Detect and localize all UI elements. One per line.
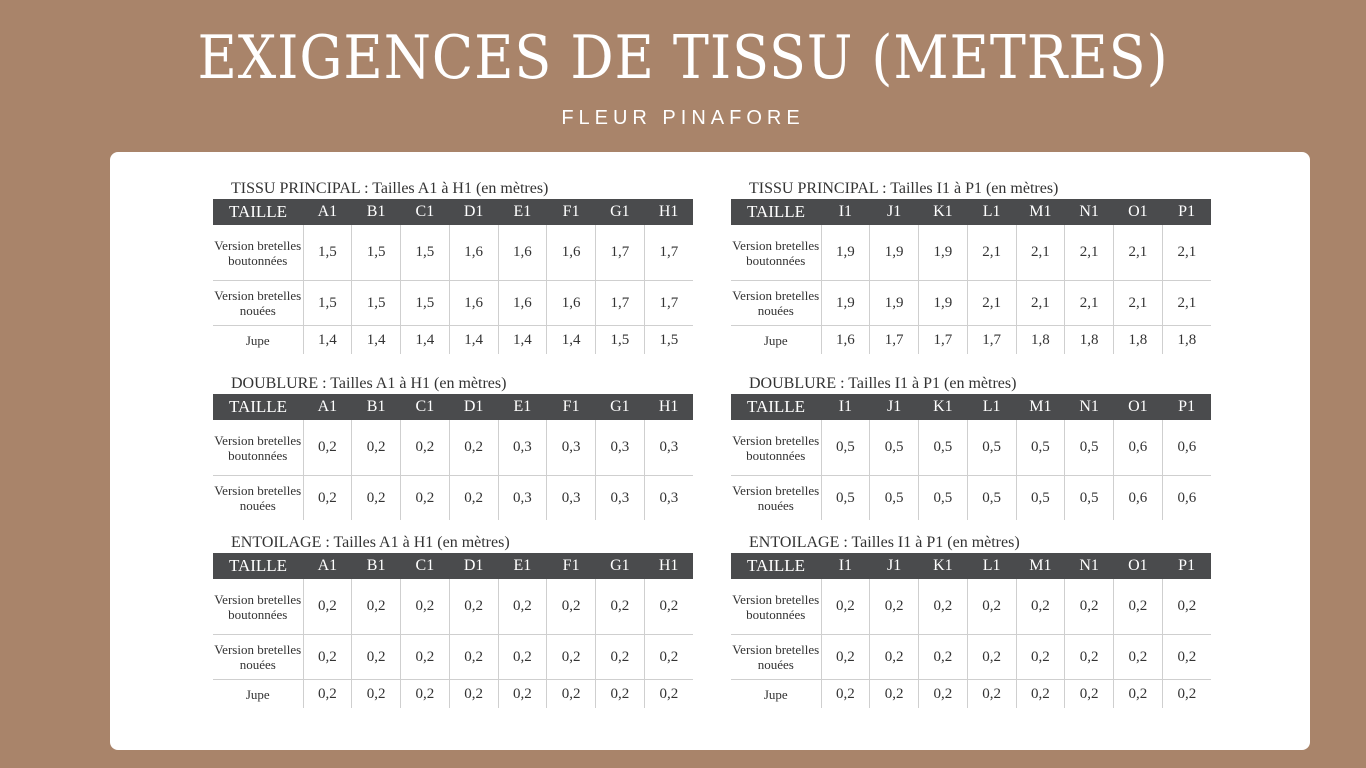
size-column-header: K1 (919, 553, 968, 579)
value-cell: 0,2 (1114, 579, 1163, 635)
size-column-header: O1 (1114, 394, 1163, 420)
row-label: Version bretelles boutonnées (731, 579, 821, 635)
value-cell: 0,2 (1114, 635, 1163, 680)
value-cell: 0,6 (1162, 420, 1211, 476)
size-column-header: M1 (1016, 199, 1065, 225)
value-cell: 0,2 (547, 579, 596, 635)
value-cell: 1,8 (1065, 326, 1114, 355)
value-cell: 0,3 (596, 476, 645, 521)
table-title: DOUBLURE : Tailles I1 à P1 (en mètres) (749, 375, 1017, 392)
value-cell: 1,5 (596, 326, 645, 355)
size-column-header: A1 (303, 199, 352, 225)
value-cell: 1,7 (644, 225, 693, 281)
value-cell: 0,3 (498, 476, 547, 521)
value-cell: 1,4 (498, 326, 547, 355)
value-cell: 0,2 (401, 579, 450, 635)
value-cell: 0,2 (1016, 635, 1065, 680)
size-column-header: F1 (547, 199, 596, 225)
value-cell: 2,1 (1162, 225, 1211, 281)
value-cell: 2,1 (1065, 281, 1114, 326)
value-cell: 0,2 (547, 635, 596, 680)
row-label: Version bretelles nouées (731, 476, 821, 521)
size-column-header: K1 (919, 394, 968, 420)
table-row (731, 326, 1211, 355)
size-column-header: M1 (1016, 394, 1065, 420)
fabric-table (213, 394, 693, 520)
value-cell: 0,3 (659, 489, 679, 506)
table-title: ENTOILAGE : Tailles A1 à H1 (en mètres) (231, 534, 510, 551)
value-cell: 1,9 (821, 281, 870, 326)
value-cell: 0,3 (547, 476, 596, 521)
size-column-header: J1 (870, 199, 919, 225)
value-cell: 0,2 (352, 476, 401, 521)
size-column-header: H1 (644, 553, 693, 579)
value-cell: 0,2 (1065, 635, 1114, 680)
value-cell: 0,2 (967, 579, 1016, 635)
value-cell: 0,2 (449, 579, 498, 635)
value-cell: 0,6 (1177, 489, 1197, 506)
value-cell: 2,1 (1114, 281, 1163, 326)
size-column-header: B1 (352, 553, 401, 579)
value-cell: 0,2 (821, 579, 870, 635)
fabric-table (731, 199, 1211, 354)
value-cell: 0,2 (401, 635, 450, 680)
value-cell: 1,5 (352, 281, 401, 326)
row-label: Jupe (731, 680, 821, 709)
size-column-header: H1 (644, 199, 693, 225)
size-column-header: F1 (547, 394, 596, 420)
value-cell: 1,9 (870, 225, 919, 281)
value-cell: 0,3 (547, 420, 596, 476)
value-cell: 1,5 (303, 225, 352, 281)
value-cell: 0,2 (596, 579, 645, 635)
value-cell: 1,6 (547, 225, 596, 281)
row-label: Jupe (213, 326, 303, 355)
value-cell: 1,8 (1177, 331, 1197, 348)
page-subtitle: FLEUR PINAFORE (561, 107, 805, 129)
value-cell: 0,2 (303, 635, 352, 680)
size-header: TAILLE (731, 199, 821, 225)
size-column-header: E1 (498, 199, 547, 225)
value-cell: 0,5 (1016, 476, 1065, 521)
value-cell: 0,2 (498, 579, 547, 635)
value-cell: 0,3 (596, 420, 645, 476)
value-cell: 1,8 (1016, 326, 1065, 355)
size-column-header: L1 (967, 553, 1016, 579)
size-column-header: A1 (303, 394, 352, 420)
value-cell: 0,2 (449, 635, 498, 680)
value-cell: 2,1 (1065, 225, 1114, 281)
size-column-header: G1 (596, 199, 645, 225)
row-label: Version bretelles nouées (213, 281, 303, 326)
size-column-header: H1 (644, 394, 693, 420)
value-cell: 2,1 (967, 225, 1016, 281)
size-column-header: G1 (596, 553, 645, 579)
table-title: DOUBLURE : Tailles A1 à H1 (en mètres) (231, 375, 507, 392)
size-column-header: J1 (870, 394, 919, 420)
size-column-header: C1 (401, 553, 450, 579)
size-column-header: C1 (401, 394, 450, 420)
value-cell: 0,2 (1177, 685, 1197, 702)
size-column-header: D1 (449, 394, 498, 420)
size-column-header: D1 (449, 553, 498, 579)
table-title: TISSU PRINCIPAL : Tailles I1 à P1 (en mètres) (749, 180, 1059, 197)
value-cell: 0,2 (547, 680, 596, 709)
size-column-header: B1 (352, 199, 401, 225)
value-cell: 0,5 (821, 420, 870, 476)
fabric-table (731, 553, 1211, 708)
value-cell: 0,2 (870, 680, 919, 709)
value-cell: 0,2 (596, 635, 645, 680)
value-cell: 1,6 (449, 281, 498, 326)
size-header: TAILLE (731, 394, 821, 420)
table-row (213, 281, 693, 326)
value-cell: 1,6 (821, 326, 870, 355)
value-cell: 0,2 (596, 680, 645, 709)
table-block (213, 179, 693, 354)
value-cell: 0,2 (659, 685, 679, 702)
size-column-header: O1 (1114, 553, 1163, 579)
table-row (213, 225, 693, 281)
value-cell: 0,5 (1065, 476, 1114, 521)
size-column-header: M1 (1016, 553, 1065, 579)
value-cell: 0,2 (1016, 579, 1065, 635)
size-column-header: N1 (1065, 553, 1114, 579)
row-label: Version bretelles boutonnées (731, 420, 821, 476)
size-column-header: P1 (1162, 199, 1211, 225)
value-cell: 1,4 (303, 326, 352, 355)
fabric-requirements-card (110, 152, 1310, 750)
fabric-table (731, 394, 1211, 520)
size-column-header: B1 (352, 394, 401, 420)
row-label: Version bretelles nouées (731, 635, 821, 680)
table-title: TISSU PRINCIPAL : Tailles A1 à H1 (en mètres) (231, 180, 549, 197)
value-cell: 0,5 (870, 476, 919, 521)
size-column-header: O1 (1114, 199, 1163, 225)
size-header: TAILLE (213, 394, 303, 420)
value-cell: 0,2 (870, 579, 919, 635)
size-header: TAILLE (731, 553, 821, 579)
value-cell: 1,5 (659, 331, 679, 348)
value-cell: 0,2 (303, 420, 352, 476)
size-column-header: N1 (1065, 199, 1114, 225)
table-row (213, 680, 693, 709)
row-label: Version bretelles nouées (213, 635, 303, 680)
size-column-header: P1 (1162, 553, 1211, 579)
size-column-header: J1 (870, 553, 919, 579)
table-row (731, 476, 1211, 521)
row-label: Jupe (731, 326, 821, 355)
value-cell: 1,4 (401, 326, 450, 355)
size-column-header: L1 (967, 199, 1016, 225)
value-cell: 0,2 (919, 680, 968, 709)
size-column-header: I1 (821, 199, 870, 225)
value-cell: 1,7 (596, 281, 645, 326)
row-label: Jupe (213, 680, 303, 709)
table-row (731, 420, 1211, 476)
value-cell: 1,6 (498, 281, 547, 326)
size-column-header: E1 (498, 394, 547, 420)
value-cell: 0,3 (644, 420, 693, 476)
value-cell: 0,2 (967, 680, 1016, 709)
table-row (213, 635, 693, 680)
table-row (213, 420, 693, 476)
value-cell: 1,4 (547, 326, 596, 355)
value-cell: 0,2 (352, 579, 401, 635)
size-column-header: G1 (596, 394, 645, 420)
table-row (731, 225, 1211, 281)
table-block (731, 374, 1211, 520)
value-cell: 1,4 (352, 326, 401, 355)
size-column-header: I1 (821, 553, 870, 579)
value-cell: 0,2 (303, 579, 352, 635)
value-cell: 0,2 (1065, 680, 1114, 709)
value-cell: 2,1 (967, 281, 1016, 326)
value-cell: 0,5 (967, 476, 1016, 521)
table-block (213, 374, 693, 520)
page-title: EXIGENCES DE TISSU (METRES) (197, 23, 1169, 93)
size-header: TAILLE (213, 199, 303, 225)
fabric-table (213, 199, 693, 354)
value-cell: 0,2 (1016, 680, 1065, 709)
value-cell: 0,2 (352, 420, 401, 476)
value-cell: 0,2 (401, 476, 450, 521)
value-cell: 0,2 (967, 635, 1016, 680)
size-column-header: F1 (547, 553, 596, 579)
size-column-header: D1 (449, 199, 498, 225)
value-cell: 2,1 (1016, 225, 1065, 281)
size-column-header: N1 (1065, 394, 1114, 420)
row-label: Version bretelles boutonnées (731, 225, 821, 281)
value-cell: 0,2 (821, 635, 870, 680)
value-cell: 1,9 (821, 225, 870, 281)
value-cell: 1,7 (596, 225, 645, 281)
row-label: Version bretelles boutonnées (213, 225, 303, 281)
value-cell: 1,7 (919, 326, 968, 355)
table-block (731, 533, 1211, 708)
value-cell: 0,6 (1114, 476, 1163, 521)
value-cell: 0,2 (352, 680, 401, 709)
value-cell: 1,6 (498, 225, 547, 281)
value-cell: 1,6 (449, 225, 498, 281)
fabric-table (213, 553, 693, 708)
row-label: Version bretelles boutonnées (213, 579, 303, 635)
value-cell: 0,2 (644, 635, 693, 680)
value-cell: 1,7 (870, 326, 919, 355)
table-block (731, 179, 1211, 354)
value-cell: 1,9 (919, 225, 968, 281)
value-cell: 0,2 (401, 680, 450, 709)
value-cell: 0,5 (919, 476, 968, 521)
value-cell: 0,5 (1016, 420, 1065, 476)
table-block (213, 533, 693, 708)
value-cell: 1,5 (352, 225, 401, 281)
value-cell: 1,8 (1114, 326, 1163, 355)
value-cell: 0,6 (1114, 420, 1163, 476)
value-cell: 0,2 (870, 635, 919, 680)
table-title: ENTOILAGE : Tailles I1 à P1 (en mètres) (749, 534, 1020, 551)
size-column-header: P1 (1162, 394, 1211, 420)
size-header: TAILLE (213, 553, 303, 579)
value-cell: 1,9 (919, 281, 968, 326)
value-cell: 1,5 (303, 281, 352, 326)
value-cell: 0,5 (870, 420, 919, 476)
value-cell: 2,1 (1114, 225, 1163, 281)
table-row (731, 635, 1211, 680)
table-row (213, 476, 693, 521)
value-cell: 0,2 (303, 476, 352, 521)
value-cell: 0,2 (449, 680, 498, 709)
table-row (731, 281, 1211, 326)
value-cell: 2,1 (1016, 281, 1065, 326)
size-column-header: L1 (967, 394, 1016, 420)
row-label: Version bretelles boutonnées (213, 420, 303, 476)
value-cell: 0,5 (919, 420, 968, 476)
row-label: Version bretelles nouées (731, 281, 821, 326)
value-cell: 1,7 (644, 281, 693, 326)
value-cell: 0,2 (498, 635, 547, 680)
size-column-header: I1 (821, 394, 870, 420)
value-cell: 1,5 (401, 281, 450, 326)
value-cell: 0,2 (1162, 579, 1211, 635)
table-row (731, 680, 1211, 709)
value-cell: 0,2 (1162, 635, 1211, 680)
table-row (213, 326, 693, 355)
value-cell: 0,2 (1114, 680, 1163, 709)
value-cell: 1,6 (547, 281, 596, 326)
size-column-header: C1 (401, 199, 450, 225)
row-label: Version bretelles nouées (213, 476, 303, 521)
value-cell: 0,2 (449, 420, 498, 476)
value-cell: 1,9 (870, 281, 919, 326)
value-cell: 0,2 (352, 635, 401, 680)
value-cell: 1,4 (449, 326, 498, 355)
value-cell: 0,2 (303, 680, 352, 709)
value-cell: 0,2 (919, 635, 968, 680)
size-column-header: K1 (919, 199, 968, 225)
value-cell: 0,5 (821, 476, 870, 521)
table-row (731, 579, 1211, 635)
value-cell: 0,2 (919, 579, 968, 635)
value-cell: 0,3 (498, 420, 547, 476)
value-cell: 0,2 (449, 476, 498, 521)
value-cell: 0,2 (821, 680, 870, 709)
value-cell: 1,5 (401, 225, 450, 281)
value-cell: 0,2 (644, 579, 693, 635)
value-cell: 1,7 (967, 326, 1016, 355)
value-cell: 0,2 (1065, 579, 1114, 635)
value-cell: 0,5 (1065, 420, 1114, 476)
value-cell: 0,2 (401, 420, 450, 476)
value-cell: 2,1 (1162, 281, 1211, 326)
value-cell: 0,2 (498, 680, 547, 709)
size-column-header: A1 (303, 553, 352, 579)
size-column-header: E1 (498, 553, 547, 579)
table-row (213, 579, 693, 635)
value-cell: 0,5 (967, 420, 1016, 476)
